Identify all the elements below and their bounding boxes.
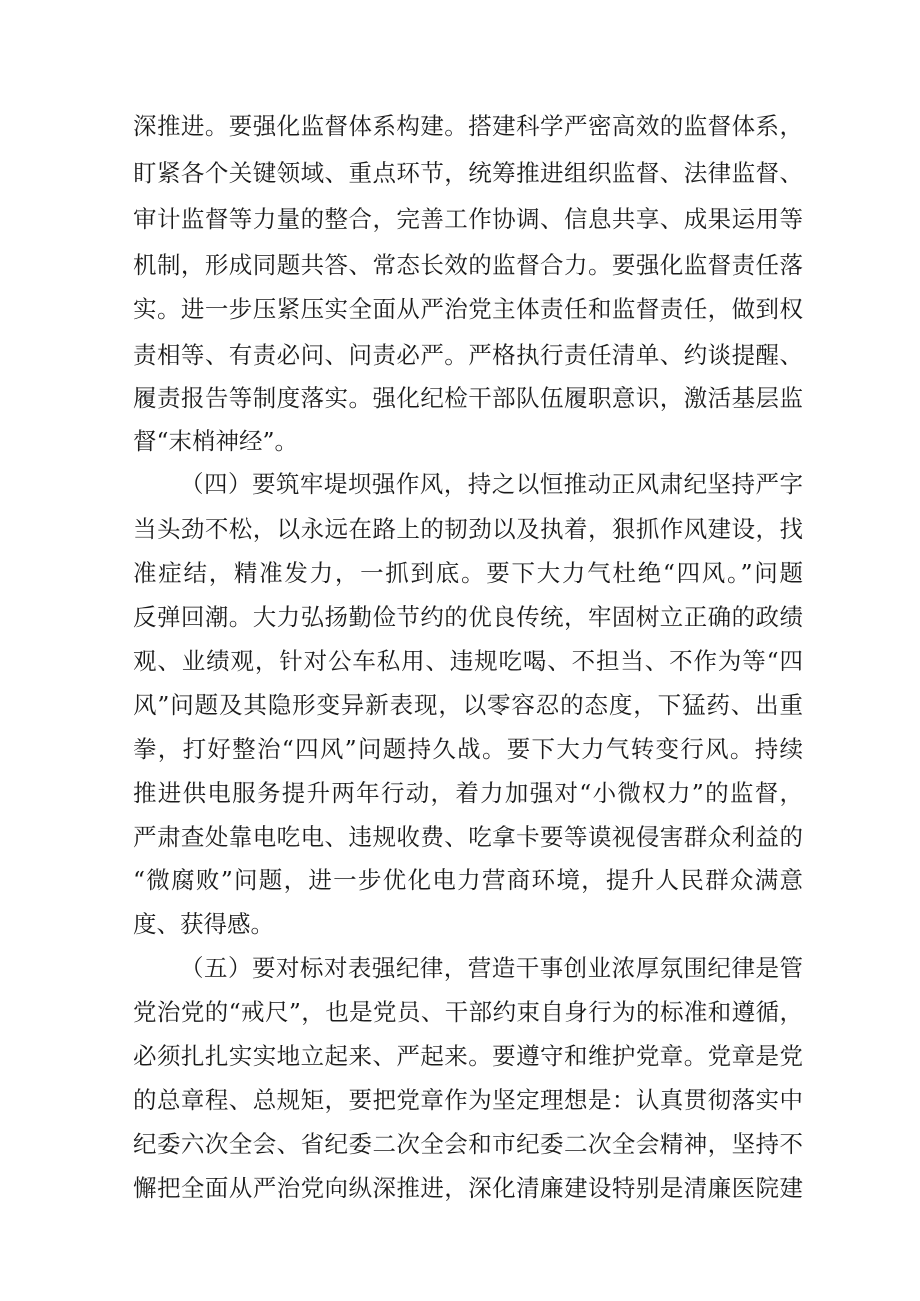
- text-line: 履责报告等制度落实。强化纪检干部队伍履职意识，激活基层监: [133, 384, 803, 412]
- text-line: 审计监督等力量的整合，完善工作协调、信息共享、成果运用等: [133, 205, 803, 233]
- text-line: 准症结，精准发力，一抓到底。要下大力气杜绝“四风。”问题: [133, 559, 803, 587]
- paragraph-heading-line: （五）要对标对表强纪律，营造干事创业浓厚氛围纪律是管: [180, 954, 803, 982]
- text-line: 风”问题及其隐形变异新表现，以零容忍的态度，下猛药、出重: [133, 691, 803, 719]
- text-line: “微腐败”问题，进一步优化电力营商环境，提升人民群众满意: [133, 866, 803, 894]
- paragraph-heading-line: （四）要筑牢堤坝强作风，持之以恒推动正风肃纪坚持严字: [180, 470, 803, 498]
- text-line: 深推进。要强化监督体系构建。搭建科学严密高效的监督体系，: [133, 112, 803, 140]
- text-line: 实。进一步压紧压实全面从严治党主体责任和监督责任，做到权: [133, 295, 803, 323]
- text-line: 反弹回潮。大力弘扬勤俭节约的优良传统，牢固树立正确的政绩: [133, 603, 803, 631]
- text-line: 懈把全面从严治党向纵深推进，深化清廉建设特别是清廉医院建: [133, 1174, 803, 1202]
- text-line: 盯紧各个关键领域、重点环节，统筹推进组织监督、法律监督、: [133, 159, 803, 187]
- text-line: 的总章程、总规矩，要把党章作为坚定理想是：认真贯彻落实中: [133, 1086, 803, 1114]
- text-line: 责相等、有责必问、问责必严。严格执行责任清单、约谈提醒、: [133, 341, 803, 369]
- text-line: 机制，形成同题共答、常态长效的监督合力。要强化监督责任落: [133, 251, 803, 279]
- text-line: 推进供电服务提升两年行动，着力加强对“小微权力”的监督，: [133, 779, 803, 807]
- text-line: 拳，打好整治“四风”问题持久战。要下大力气转变行风。持续: [133, 735, 803, 763]
- text-line: 严肃查处靠电吃电、违规收费、吃拿卡要等谟视侵害群众利益的: [133, 823, 803, 851]
- text-line: 观、业绩观，针对公车私用、违规吃喝、不担当、不作为等“四: [133, 647, 803, 675]
- text-line: 必须扎扎实实地立起来、严起来。要遵守和维护党章。党章是党: [133, 1042, 803, 1070]
- text-line: 党治党的“戒尺”，也是党员、干部约束自身行为的标准和遵循，: [133, 998, 803, 1026]
- text-line: 当头劲不松，以永远在路上的韧劲以及执着，狠抓作风建设，找: [133, 515, 803, 543]
- text-line: 度、获得感。: [133, 910, 274, 938]
- text-line: 督“末梢神经”。: [133, 427, 299, 455]
- text-line: 纪委六次全会、省纪委二次全会和市纪委二次全会精神，坚持不: [133, 1130, 803, 1158]
